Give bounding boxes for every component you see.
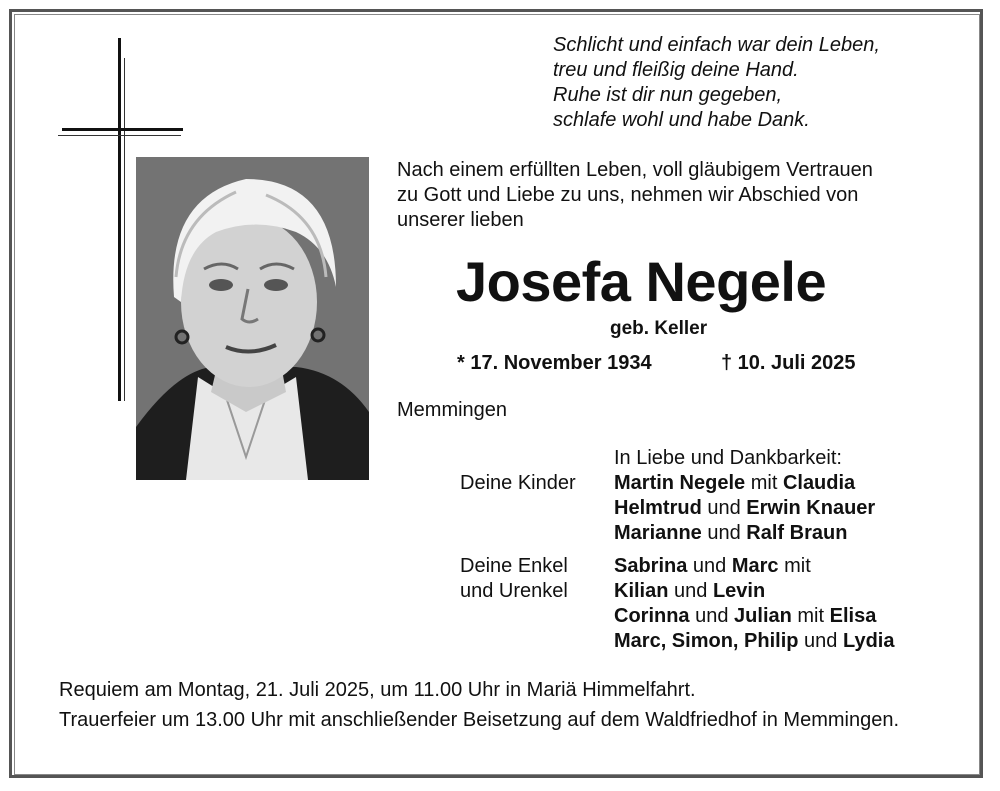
city: Memmingen [397,399,508,421]
children-label: Deine Kinder [460,472,576,494]
grandchildren-label-line: und Urenkel [460,580,568,602]
grandchildren-label [460,554,568,604]
death-date: † 10. Juli 2025 [721,352,856,374]
family-line: Kilian und Levin [614,580,766,602]
thanks-line: In Liebe und Dankbarkeit: [614,447,842,469]
cross-shadow-horizontal [58,135,181,136]
intro-text [397,158,957,233]
poem-line: treu und fleißig deine Hand. [553,59,799,81]
family-line: Corinna und Julian mit Elisa [614,605,877,627]
maiden-name: geb. Keller [610,318,708,339]
family-line: Helmtrud und Erwin Knauer [614,497,876,519]
birth-date: * 17. November 1934 [457,352,652,374]
cross-icon [118,38,121,401]
cross-shadow-vertical [124,58,125,401]
family-line: Marc, Simon, Philip und Lydia [614,630,895,652]
children-names [614,471,875,546]
poem [553,33,973,133]
intro-line: unserer lieben [397,209,524,231]
intro-line: Nach einem erfüllten Leben, voll gläubigem Vertrauen [397,159,873,181]
poem-line: Ruhe ist dir nun gegeben, [553,84,783,106]
portrait-photo [136,157,369,480]
family-line: Sabrina und Marc mit [614,555,811,577]
funeral-info: Trauerfeier um 13.00 Uhr mit anschließender Beisetzung auf dem Waldfriedhof in Memmingen. [59,709,900,731]
poem-line: schlafe wohl und habe Dank. [553,109,810,131]
poem-line: Schlicht und einfach war dein Leben, [553,34,880,56]
deceased-name: Josefa Negele [456,250,827,313]
family-line: Marianne und Ralf Braun [614,522,848,544]
grandchildren-names [614,554,894,654]
cross-bar [62,128,183,131]
grandchildren-label-line: Deine Enkel [460,555,568,577]
portrait-image [136,157,369,480]
family-line: Martin Negele mit Claudia [614,472,856,494]
requiem-info: Requiem am Montag, 21. Juli 2025, um 11.00 Uhr in Mariä Himmelfahrt. [59,679,696,701]
intro-line: zu Gott und Liebe zu uns, nehmen wir Abschied von [397,184,859,206]
